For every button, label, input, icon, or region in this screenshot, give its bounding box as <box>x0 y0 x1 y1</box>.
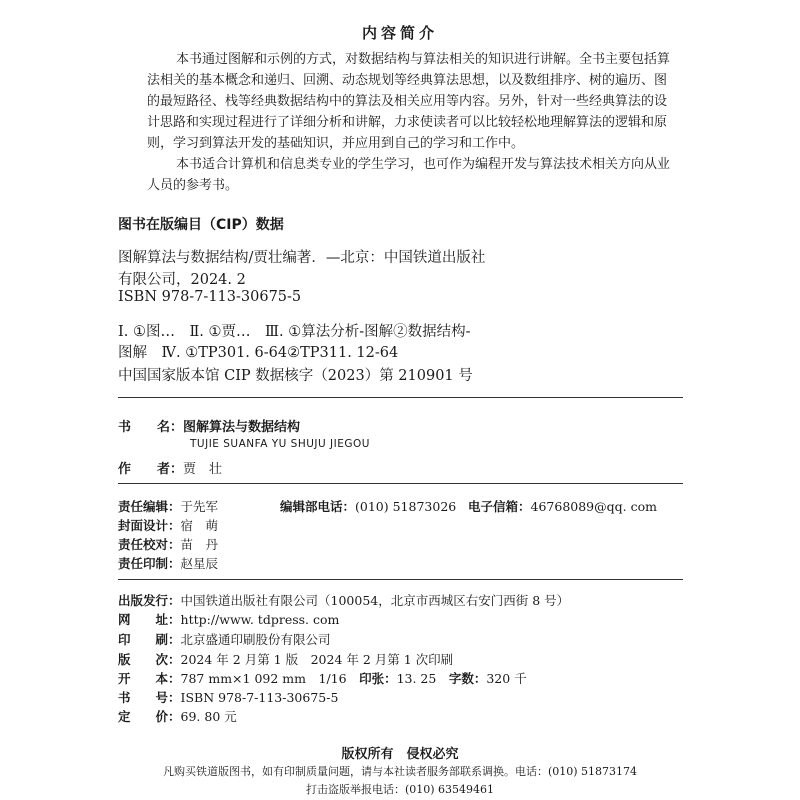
cover-row <box>118 516 218 534</box>
book-pinyin: TUJIE SUANFA YU SHUJU JIEGOU <box>190 438 370 450</box>
book-title: 图解算法与数据结构 <box>183 420 301 435</box>
wordcount-label: 字数： <box>448 671 487 686</box>
publisher-row <box>118 591 569 609</box>
wordcount-value: 320 千 <box>486 671 527 686</box>
editor-label: 责任编辑： <box>118 499 181 514</box>
price-label: 定 价： <box>118 709 181 724</box>
summary-title: 内容简介 <box>361 24 438 42</box>
editor-row <box>118 497 218 515</box>
proof-row <box>118 535 218 553</box>
book-author-label: 作 者： <box>118 462 184 477</box>
format-value: 787 mm×1 092 mm 1/16 <box>180 671 360 686</box>
print-row <box>118 554 218 572</box>
editor-name: 于先军 <box>180 499 219 514</box>
rights-notice: 版权所有 侵权必究 <box>341 747 459 762</box>
editor-phone-row <box>280 497 456 515</box>
book-author-row <box>118 458 222 477</box>
sheets-value: 13. 25 <box>396 671 449 686</box>
cip-line: 中国国家版本馆 CIP 数据核字（2023）第 210901 号 <box>118 368 473 384</box>
proof-name: 苗 丹 <box>180 537 219 552</box>
divider <box>118 579 683 580</box>
cip-line: 图解算法与数据结构/贾壮编著．—北京：中国铁道出版社 <box>118 250 486 266</box>
summary-p1-line: 则，学习到算法开发的基础知识，并应用到自己的学习和工作中。 <box>147 136 525 151</box>
website-row <box>118 610 339 628</box>
book-author: 贾 壮 <box>183 462 223 477</box>
cip-line: 有限公司，2024. 2 <box>118 272 246 288</box>
cip-line: Ⅰ. ①图… Ⅱ. ①贾… Ⅲ. ①算法分析-图解②数据结构- <box>118 324 471 340</box>
printer-label: 印 刷： <box>118 632 181 647</box>
edition-value: 2024 年 2 月第 1 版 2024 年 2 月第 1 次印刷 <box>180 652 454 667</box>
cip-line: 图解 Ⅳ. ①TP301. 6-64②TP311. 12-64 <box>118 345 399 361</box>
website-value: http://www. tdpress. com <box>180 612 340 627</box>
website-label: 网 址： <box>118 612 181 627</box>
isbn-value: ISBN 978-7-113-30675-5 <box>180 690 339 705</box>
summary-p1-line: 本书通过图解和示例的方式，对数据结构与算法相关的知识进行讲解。全书主要包括算 <box>176 52 671 67</box>
format-label: 开 本： <box>118 671 181 686</box>
editor-phone: (010) 51873026 <box>355 499 457 514</box>
editor-email-label: 电子信箱： <box>468 499 531 514</box>
printer-row <box>118 630 331 648</box>
publisher-value: 中国铁道出版社有限公司（100054，北京市西城区右安门西街 8 号） <box>180 593 570 608</box>
editor-email-row <box>468 497 657 515</box>
book-title-label: 书 名： <box>118 420 184 435</box>
edition-row <box>118 650 453 668</box>
divider <box>118 397 683 398</box>
divider <box>118 483 683 484</box>
sheets-label: 印张： <box>359 671 397 686</box>
book-title-row <box>118 416 300 435</box>
footer-piracy-line: 打击盗版举报电话：(010) 63549461 <box>305 783 495 796</box>
isbn-row <box>118 688 338 706</box>
editor-phone-label: 编辑部电话： <box>280 499 356 514</box>
summary-p1-line: 计思路和实现过程进行了详细分析和讲解，力求使读者可以比较轻松地理解算法的逻辑和原 <box>147 115 668 130</box>
print-label: 责任印制： <box>118 556 181 571</box>
format-row <box>118 669 527 687</box>
isbn-label: 书 号： <box>118 690 181 705</box>
cip-heading: 图书在版编目（CIP）数据 <box>118 217 284 233</box>
printer-value: 北京盛通印刷股份有限公司 <box>180 632 331 647</box>
cover-label: 封面设计： <box>118 518 181 533</box>
print-name: 赵星辰 <box>180 556 219 571</box>
editor-email: 46768089@qq. com <box>530 499 657 514</box>
proof-label: 责任校对： <box>118 537 181 552</box>
price-value: 69. 80 元 <box>180 709 237 724</box>
summary-p1-line: 法相关的基本概念和递归、回溯、动态规划等经典算法思想，以及数组排序、树的遍历、图 <box>147 73 668 88</box>
price-row <box>118 707 237 725</box>
cip-line: ISBN 978-7-113-30675-5 <box>118 289 302 305</box>
footer-service-line: 凡购买铁道版图书，如有印制质量问题，请与本社读者服务部联系调换。电话：(010) 51873174 <box>162 765 638 778</box>
publisher-label: 出版发行： <box>118 593 181 608</box>
summary-p2-line: 本书适合计算机和信息类专业的学生学习，也可作为编程开发与算法技术相关方向从业 <box>176 157 671 172</box>
cover-name: 宿 萌 <box>180 518 219 533</box>
edition-label: 版 次： <box>118 652 181 667</box>
summary-p1-line: 的最短路径、栈等经典数据结构中的算法及相关应用等内容。另外，针对一些经典算法的设 <box>147 94 668 109</box>
summary-p2-line: 人员的参考书。 <box>147 178 239 193</box>
